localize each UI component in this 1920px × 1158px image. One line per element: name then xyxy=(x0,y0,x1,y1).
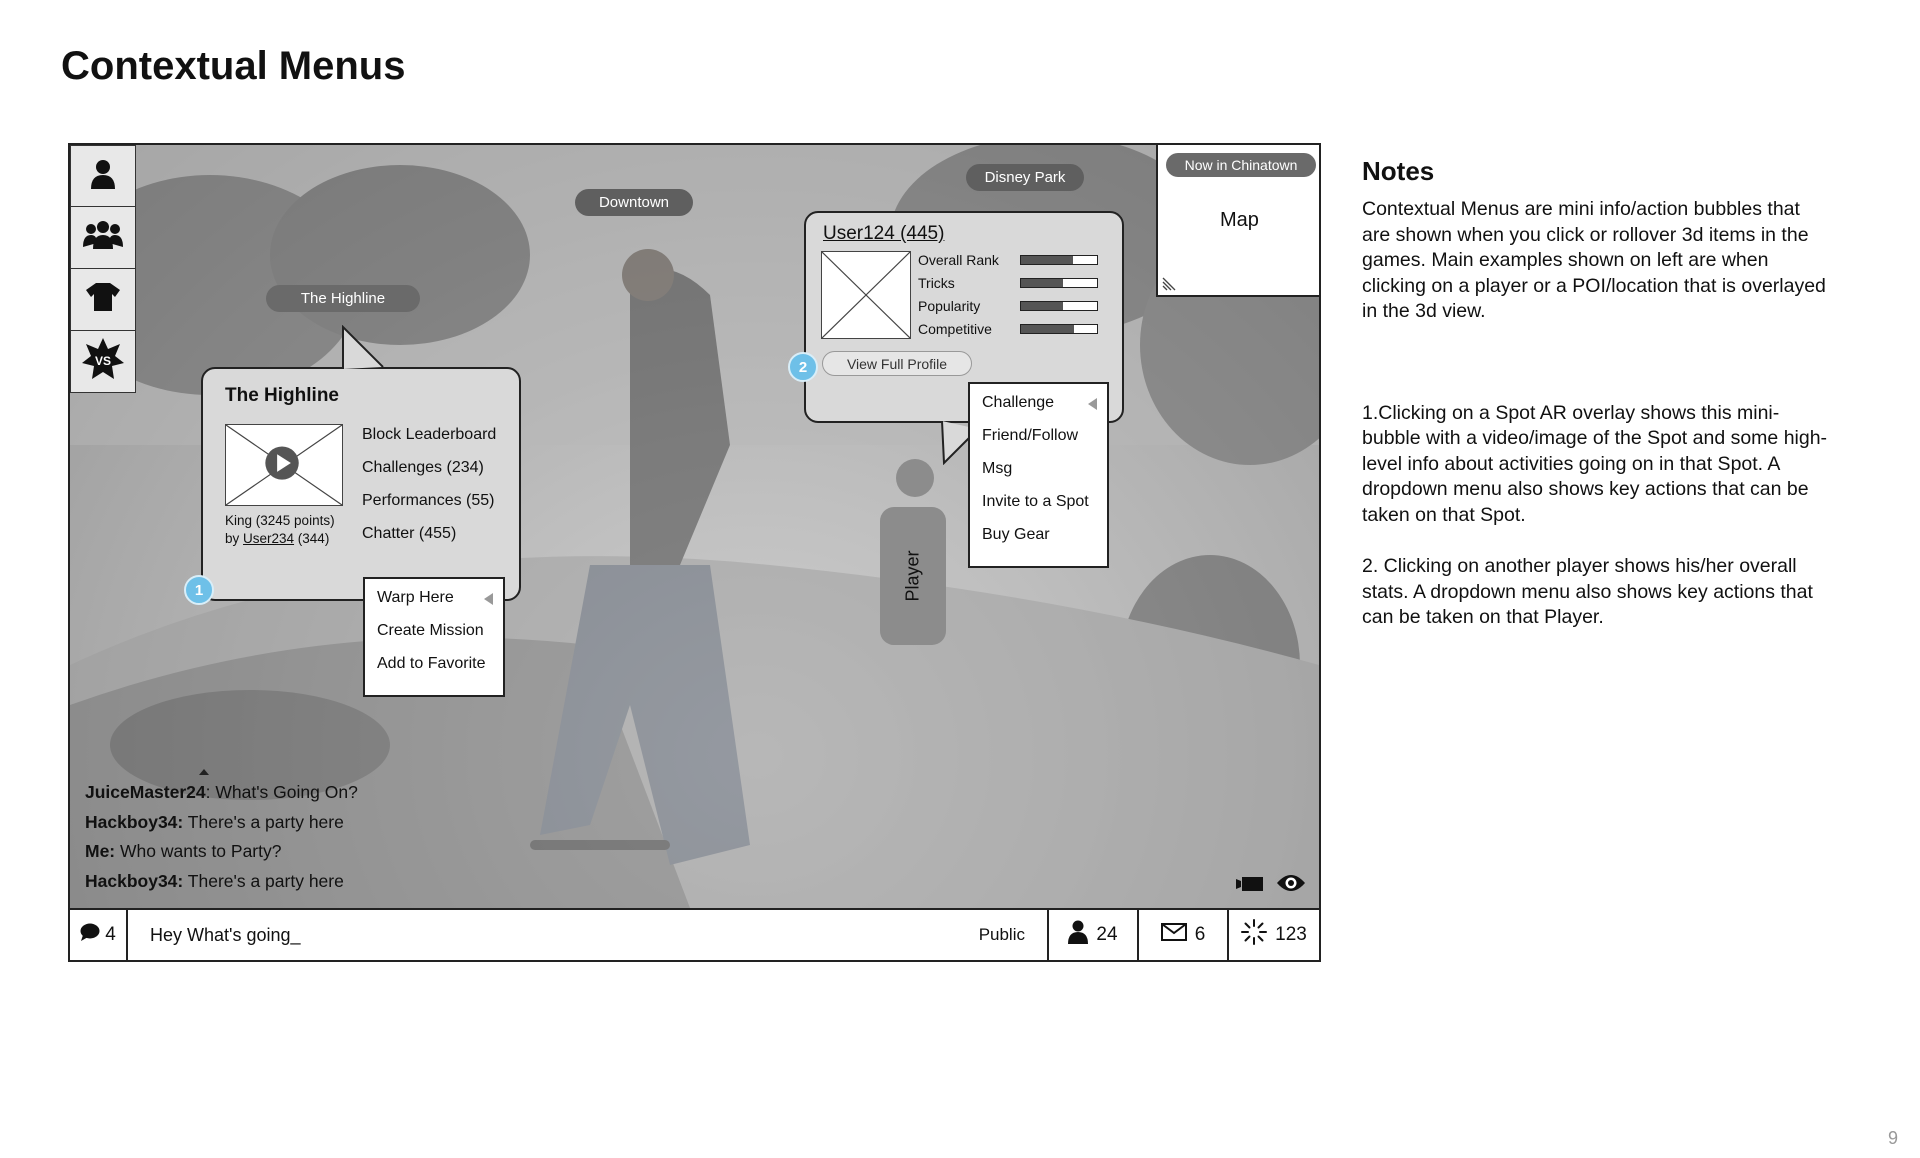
notes-intro: Contextual Menus are mini info/action bubbles that are shown when you click or rollover 3d items in the games. Main examples shown on left are when clicking on a player or a POI/location that is overlayed in the 3d view. xyxy=(1362,198,1826,322)
bottom-bar xyxy=(70,908,1319,960)
stat-popularity-bar xyxy=(1020,301,1098,311)
group-icon xyxy=(83,221,123,254)
notes-heading: Notes xyxy=(1362,156,1435,186)
eye-icon[interactable] xyxy=(1276,873,1306,898)
msg-menu-item[interactable]: Msg xyxy=(982,460,1013,477)
video-placeholder-icon xyxy=(226,425,342,505)
messages-count: 6 xyxy=(1194,924,1206,945)
envelope-icon xyxy=(1161,923,1187,947)
visibility-selector[interactable]: Public xyxy=(978,925,1025,944)
player-marker-head[interactable] xyxy=(896,459,934,497)
king-by-prefix: by xyxy=(225,531,244,546)
stat-popularity-label: Popularity xyxy=(918,298,981,314)
chat-text: There's a party here xyxy=(187,811,344,832)
chat-text: What's Going On? xyxy=(215,782,358,802)
caret-left-icon xyxy=(1088,398,1097,410)
player-name-link[interactable]: User124 (445) xyxy=(823,223,945,244)
loading-spinner-icon xyxy=(1241,919,1267,951)
gear-shop-button[interactable] xyxy=(70,269,136,331)
left-toolbar xyxy=(70,145,136,393)
person-icon xyxy=(1068,920,1088,950)
messages-button[interactable] xyxy=(1139,910,1229,960)
chat-username[interactable]: Me: xyxy=(85,841,116,861)
chat-message xyxy=(85,871,358,901)
spot-actions-dropdown xyxy=(363,577,505,697)
chat-count-button[interactable] xyxy=(70,910,128,960)
minimap-label: Map xyxy=(1220,209,1259,231)
speech-bubble-icon xyxy=(80,923,100,947)
image-placeholder-icon xyxy=(822,252,910,338)
player-avatar-placeholder xyxy=(821,251,911,339)
page-number: 9 xyxy=(1887,1128,1898,1148)
chat-username[interactable]: JuiceMaster24 xyxy=(85,782,206,802)
caret-left-icon xyxy=(484,593,493,605)
friend-follow-menu-item[interactable]: Friend/Follow xyxy=(982,427,1079,444)
shirt-icon xyxy=(85,282,121,317)
friends-button[interactable] xyxy=(70,207,136,269)
performances-link[interactable]: Performances (55) xyxy=(362,492,495,509)
chat-text: Who wants to Party? xyxy=(120,841,282,861)
players-online-count: 24 xyxy=(1096,924,1118,945)
profile-button[interactable] xyxy=(70,145,136,207)
stat-tricks-bar xyxy=(1020,278,1098,288)
challenge-menu-item[interactable]: Challenge xyxy=(982,394,1055,411)
spot-info-bubble xyxy=(201,367,521,601)
chat-log xyxy=(85,782,358,900)
annotation-badge-2: 2 xyxy=(788,352,818,382)
chat-expand-caret-icon[interactable] xyxy=(199,769,209,775)
chat-message xyxy=(85,841,358,871)
king-by-line xyxy=(225,531,329,546)
warp-here-menu-item[interactable]: Warp Here xyxy=(377,589,454,606)
notes-panel xyxy=(1362,156,1832,631)
buy-gear-menu-item[interactable]: Buy Gear xyxy=(982,526,1050,543)
game-mockup xyxy=(68,143,1321,962)
poi-label-downtown[interactable]: Downtown xyxy=(575,189,693,216)
annotation-badge-1: 1 xyxy=(184,575,214,605)
spot-bubble-pointer xyxy=(340,325,390,369)
activity-button[interactable] xyxy=(1229,910,1319,960)
create-mission-menu-item[interactable]: Create Mission xyxy=(377,622,484,639)
king-label: King (3245 points) xyxy=(225,513,335,528)
chat-username[interactable]: Hackboy34: xyxy=(85,811,184,832)
chat-input[interactable] xyxy=(128,910,1049,960)
versus-button[interactable] xyxy=(70,331,136,393)
chat-input-value: Hey What's going_ xyxy=(150,924,301,945)
players-online-button[interactable] xyxy=(1049,910,1139,960)
stat-tricks-label: Tricks xyxy=(918,275,955,291)
activity-count: 123 xyxy=(1275,924,1307,945)
chat-count: 4 xyxy=(105,924,116,945)
versus-icon xyxy=(81,337,125,386)
king-user-link[interactable]: User234 xyxy=(243,531,295,546)
chatter-link[interactable]: Chatter (455) xyxy=(362,525,457,542)
stat-competitive-label: Competitive xyxy=(918,321,992,337)
stat-overall-rank-label: Overall Rank xyxy=(918,252,999,268)
notes-item-2: 2. Clicking on another player shows his/her overall stats. A dropdown menu also shows key actions that can be taken on that Player. xyxy=(1362,555,1813,628)
invite-to-spot-menu-item[interactable]: Invite to a Spot xyxy=(982,493,1089,510)
stat-overall-rank-bar xyxy=(1020,255,1098,265)
player-marker-label: Player xyxy=(902,550,923,602)
spot-title: The Highline xyxy=(225,385,339,406)
chat-message xyxy=(85,782,358,812)
camera-icon[interactable] xyxy=(1236,876,1264,897)
view-full-profile-button[interactable]: View Full Profile xyxy=(822,351,972,376)
poi-label-highline[interactable]: The Highline xyxy=(266,285,420,312)
resize-handle-icon[interactable] xyxy=(1162,277,1176,291)
chat-username[interactable]: Hackboy34: xyxy=(85,870,184,891)
chat-separator: : xyxy=(205,782,216,802)
notes-item-1: 1.Clicking on a Spot AR overlay shows this mini-bubble with a video/image of the Spot and some high-level info about activities going on in that Spot. A dropdown menu also shows key actions that can be taken on that Spot. xyxy=(1362,401,1828,526)
spot-video-thumbnail[interactable] xyxy=(225,424,343,506)
current-location-pill: Now in Chinatown xyxy=(1166,153,1316,177)
king-by-suffix: (344) xyxy=(294,531,330,546)
player-marker[interactable] xyxy=(880,507,946,645)
minimap[interactable] xyxy=(1156,145,1319,297)
person-icon xyxy=(90,159,116,194)
chat-text: There's a party here xyxy=(187,870,344,891)
svg-text:VS: VS xyxy=(94,354,112,368)
block-leaderboard-link[interactable]: Block Leaderboard xyxy=(362,426,497,443)
player-actions-dropdown xyxy=(968,382,1109,568)
chat-message xyxy=(85,812,358,842)
add-to-favorite-menu-item[interactable]: Add to Favorite xyxy=(377,655,486,672)
stat-competitive-bar xyxy=(1020,324,1098,334)
page-title: Contextual Menus xyxy=(61,44,406,88)
challenges-link[interactable]: Challenges (234) xyxy=(362,459,484,476)
poi-label-disney-park[interactable]: Disney Park xyxy=(966,164,1084,191)
